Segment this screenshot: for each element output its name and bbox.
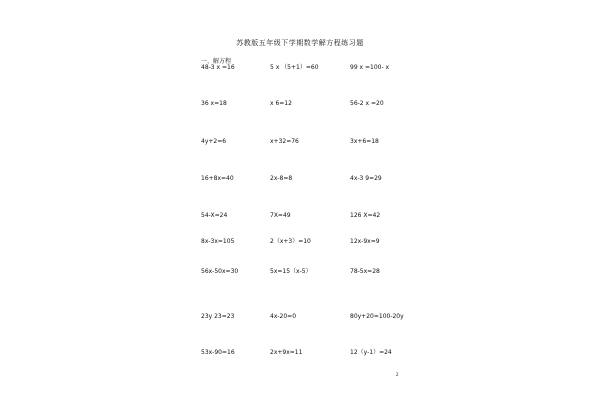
equation: 3x+6=18 — [350, 138, 379, 145]
section-heading: 一、解方程 — [201, 58, 232, 65]
equation: 4y+2=6 — [201, 138, 227, 145]
equation: 4x-3 9=29 — [350, 175, 382, 182]
equation: 7X=49 — [270, 212, 291, 219]
equation: 12（y-1）=24 — [350, 349, 392, 356]
equation: 48-3 x =16 — [201, 64, 235, 71]
equation: 2x-8=8 — [270, 175, 293, 182]
equation: 53x-90=16 — [201, 349, 235, 356]
equation: 8x-3x=105 — [201, 238, 235, 245]
equation: 4x-20=0 — [270, 313, 297, 320]
equation: 12x-9x=9 — [350, 238, 380, 245]
equation: 56-2 x =20 — [350, 100, 384, 107]
equation: x+32=76 — [270, 138, 299, 145]
equation: x 6=12 — [270, 100, 292, 107]
equation: 36 x=18 — [201, 100, 227, 107]
equation: 56x-50x=30 — [201, 268, 239, 275]
equation: 99 x =100- x — [350, 64, 390, 71]
equation: 126 X=42 — [350, 212, 381, 219]
equation: 2（x+3）=10 — [270, 238, 311, 245]
document-title: 苏教版五年级下学期数学解方程练习题 — [236, 39, 364, 47]
equation: 23y 23=23 — [201, 313, 235, 320]
equation: 5x=15（x-5） — [270, 268, 312, 275]
equation: 2x+9x=11 — [270, 349, 303, 356]
equation: 5 x （5+1）=60 — [270, 64, 319, 71]
equation: 16+8x=40 — [201, 175, 234, 182]
equation: 80y+20=100-20y — [350, 313, 404, 320]
equation: 78-5x=28 — [350, 268, 380, 275]
equation: 54-X=24 — [201, 212, 228, 219]
page-number: 2 — [396, 372, 399, 377]
